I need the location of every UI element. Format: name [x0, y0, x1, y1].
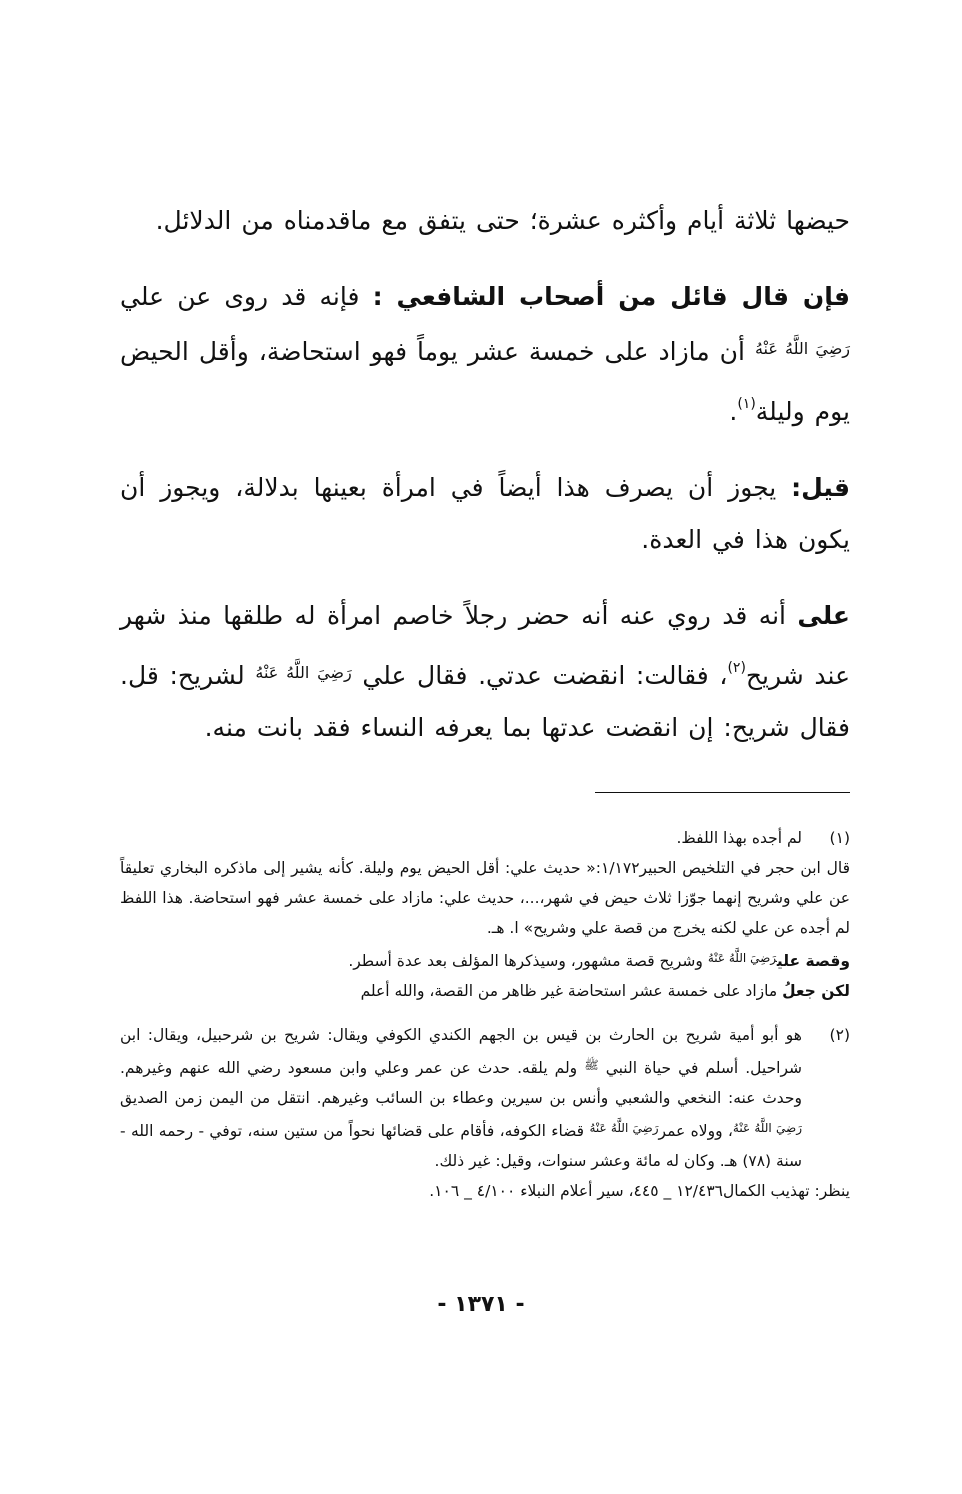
footnote-2-sources: ينظر: تهذيب الكمال١٢/٤٣٦ _ ٤٤٥، سير أعلام النبلاء ٤/١٠٠ _ ١٠٦.: [429, 1182, 850, 1200]
paragraph-4-text-c: لشريح: قل. فقال شريح: إن انقضت عدتها بما يعرفه النساء فقد بانت منه.: [120, 661, 850, 742]
paragraph-4-text-a: أنه قد روي عنه أنه حضر رجلاً خاصم امرأة له طلقها منذ شهر عند شريح: [120, 601, 850, 690]
main-text: [120, 195, 850, 754]
paragraph-2-end: .: [729, 397, 738, 426]
paragraph-2-text-b: أن مازاد على خمسة عشر يوماً فهو استحاضة، وأقل الحيض يوم وليلة: [120, 337, 850, 426]
page-content: [120, 195, 850, 1220]
footnote-2-body: [120, 1020, 850, 1206]
paragraph-3: [120, 462, 850, 566]
footnote-2-text-c: ، وولاه عمر: [658, 1122, 733, 1140]
footnote-1-line-3: [120, 943, 850, 976]
footnote-1-body: [120, 823, 850, 1006]
footnote-1-line-4-text: مازاد على خمسة عشر استحاضة غير ظاهر من القصة، والله أعلم: [360, 982, 783, 1000]
footnote-ref-1[interactable]: (١): [737, 396, 756, 412]
footnote-1-line-4-lead: لكن جعلُ: [782, 982, 850, 1000]
honorific-mark: رَضِيَ اللَّهُ عَنْهُ: [754, 339, 851, 358]
footnote-2-number: (٢): [829, 1026, 850, 1044]
footnote-1-line-3-lead: وقصة علي: [776, 952, 850, 970]
honorific-mark: رَضِيَ اللَّهُ عَنْهُ: [589, 1121, 659, 1135]
paragraph-4-text-b: ، فقالت: انقضت عدتي. فقال علي: [351, 661, 728, 690]
footnote-1-details: [120, 853, 850, 1006]
footnote-1-line-4: [120, 976, 850, 1006]
paragraph-4-lead: على: [797, 601, 850, 630]
footnote-divider: [595, 792, 850, 793]
footnote-2: [120, 1020, 850, 1206]
paragraph-1-text: حيضها ثلاثة أيام وأكثره عشرة؛ حتى يتفق مع ماقدمناه من الدلائل.: [155, 206, 850, 235]
footnote-1-line-2: قال ابن حجر في التلخيص الحبير١/١٧٢:« حديث علي: أقل الحيض يوم وليلة. كأنه يشير إلى ماذكره البخاري تعليقاً عن علي وشريح إنهما جوّزا ثلاث حيض في شهر،...، حديث علي: مازاد على خمسة عشر فهو استحاضة. هذا اللفظ لم أجده عن علي لكنه يخرج من قصة علي وشريح» ا. هـ.: [120, 859, 850, 937]
paragraph-2-lead: فإن قال قائل من أصحاب الشافعي :: [372, 282, 850, 311]
footnote-2-references: [120, 1176, 850, 1206]
honorific-mark: رَضِيَ اللَّهُ عَنْهُ: [707, 951, 777, 965]
paragraph-3-text: يجوز أن يصرف هذا أيضاً في امرأة بعينها بدلالة، ويجوز أن يكون هذا في العدة.: [120, 473, 850, 554]
paragraph-4: [120, 590, 850, 754]
footnote-1: [120, 823, 850, 1006]
paragraph-2: [120, 271, 850, 438]
paragraph-3-lead: قيل:: [791, 473, 850, 502]
footnote-1-line-3-text: وشريح قصة مشهور، وسيذكرها المؤلف بعد عدة أسطر.: [348, 952, 708, 970]
footnote-ref-2[interactable]: (٢): [727, 660, 746, 676]
paragraph-1: [120, 195, 850, 247]
honorific-mark: رَضِيَ اللَّهُ عَنْهُ: [732, 1121, 802, 1135]
page-number: - ١٣٧١ -: [437, 1292, 525, 1317]
footnotes: [120, 823, 850, 1206]
footnote-1-number: (١): [829, 829, 850, 847]
honorific-mark: رَضِيَ اللَّهُ عَنْهُ: [255, 663, 352, 682]
footnote-2-text-a: هو أبو أمية شريح بن الحارث بن قيس بن الجهم الكندي الكوفي ويقال: شريح بن شرحبيل، ويقال: ابن شراحيل. أسلم في حياة النبي: [120, 1026, 802, 1077]
footnote-2-text-d: قضاء الكوفه، فأقام على قضائها نحواً من ستين سنه، توفي - رحمه الله - سنة (٧٨) هـ. وكان له مائة وعشر سنوات، وقيل: غير ذلك.: [120, 1122, 802, 1170]
prophet-honorific-mark: ﷺ: [584, 1058, 599, 1072]
footnote-1-line-1: لم أجده بهذا اللفظ.: [676, 829, 802, 847]
footnote-2-text-b: ولم يلقه. حدث عن عمر وعلي وابن مسعود رضي الله عنهم وغيرهم. وحدث عنه: النخعي والشعبي وأنس بن سيرين وعطاء بن السائب وغيرهم. انتقل من اليمن زمن الصديق: [120, 1059, 802, 1107]
paragraph-2-text-a: فإنه قد روى عن علي: [120, 282, 373, 311]
footnote-2-biography: [120, 1020, 802, 1176]
